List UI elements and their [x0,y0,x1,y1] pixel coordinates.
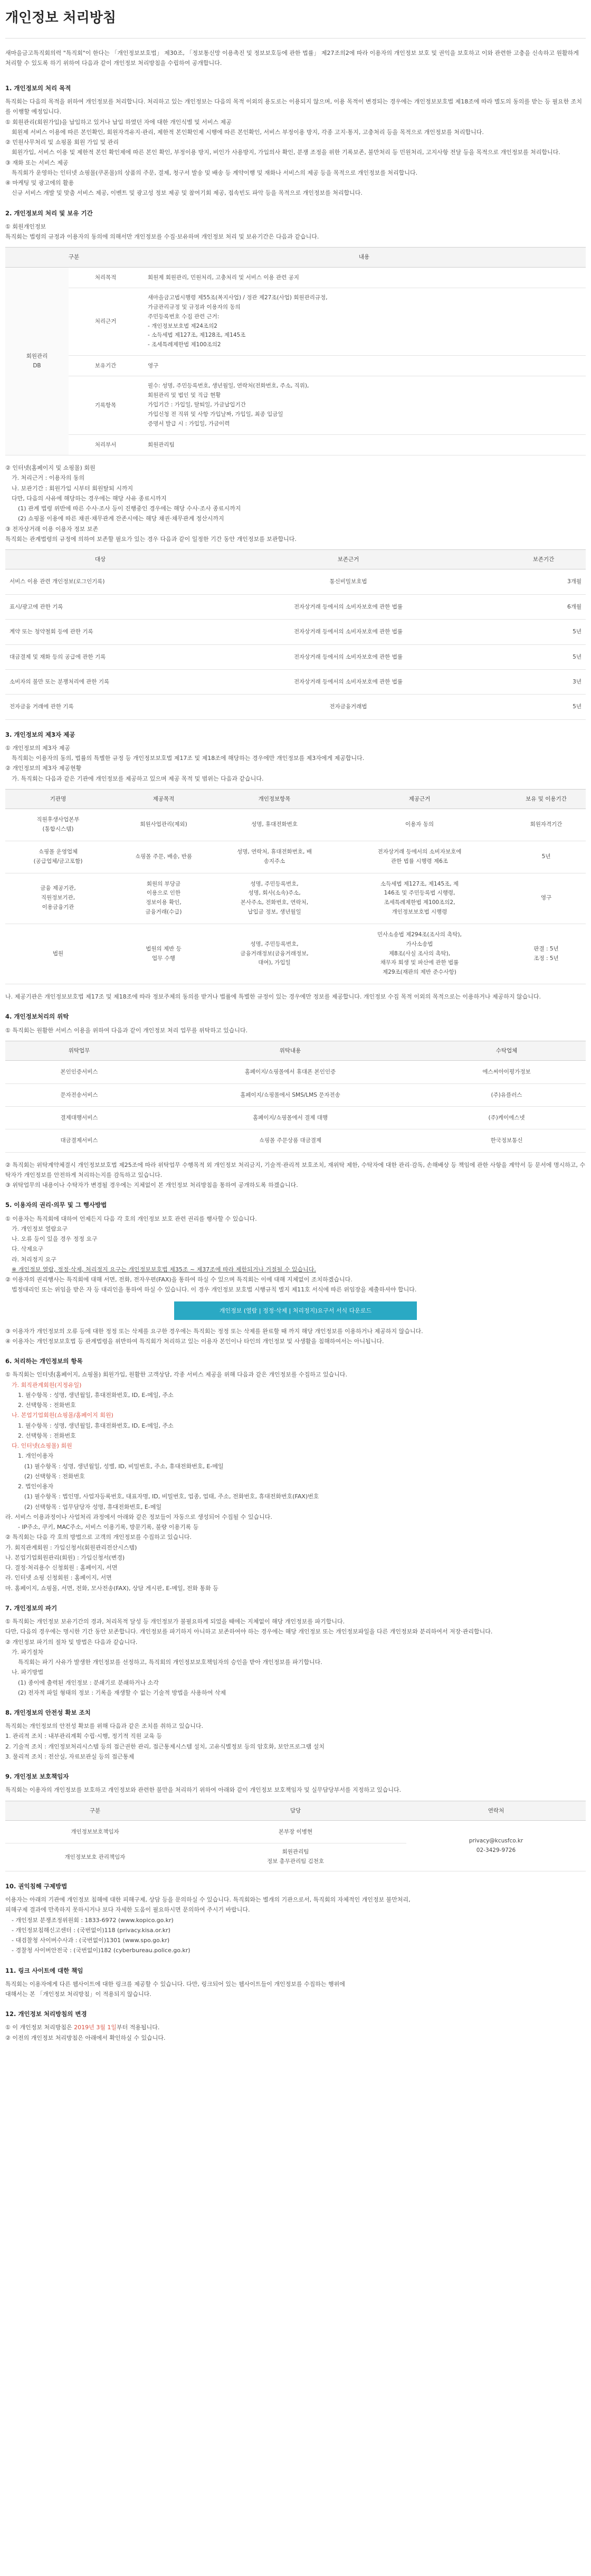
table-cell: 3개월 [501,569,586,594]
group-label-sub: DB [33,363,41,369]
contact-cell [406,1820,586,1871]
text-line: 가. 파기절차 [12,1648,44,1656]
text-line: ① 회원관리(회원가입)을 납입하고 있거나 납입 하였던 자에 대한 개인식별 및 서비스 제공 [5,118,232,126]
table-header: 보존근거 [195,550,501,569]
table-header: 대상 [5,550,195,569]
text-fragment: ② 이전의 개인정보 처리방침은 아래에서 확인하실 수 있습니다. [5,2034,166,2041]
value-line: 새마을금고법시행령 제55조(복지사업) / 정관 제27조(사업) 회원관리규정, [148,294,328,301]
table-row [5,1083,586,1106]
table-row [5,1820,586,1843]
contact-email: privacy@kcusfco.kr [469,1838,523,1845]
text-line: 3. 물리적 조치 : 전산실, 자료보관실 등의 접근통제 [5,1753,135,1760]
text-line: 2. 선택항목 : 전화번호 [18,1432,76,1439]
table-header: 연락처 [406,1801,586,1820]
table-header: 위탁업무 [5,1041,153,1060]
text-line: 다만, 다음의 경우에는 명시한 기간 동안 보존합니다. 개인정보를 파기하지 아니하고 보존하여야 하는 경우에는 해당 개인정보 또는 개인정보파일을 다른 개인정보와 분리하여서 저장·관리합니다. [5,1628,493,1636]
text-line: 특직회는 법령의 규정과 이용자의 동의에 의해서만 개인정보를 수집·보유하며 개인정보 처리 및 보유기간은 다음과 같습니다. [5,233,319,240]
effective-date: 2019년 3월 1일 [74,2024,117,2031]
value-line: 관한 법률 시행령 제6조 [391,858,448,864]
table-row [5,924,586,984]
table-cell [111,841,216,873]
value-line: (통합시스템) [42,826,74,832]
section-body [5,222,586,242]
table-cell: 결제대행서비스 [5,1106,153,1129]
text-line: 마. 홈페이지, 쇼핑몰, 서면, 전화, 모사전송(FAX), 상담 게시판, E-메일, 전화 통화 등 [5,1584,218,1592]
text-line: 1. 필수항목 : 성명, 생년월일, 휴대전화번호, ID, E-메일, 주소 [18,1391,174,1399]
table-cell: 에스씨아이평가정보 [427,1061,586,1083]
text-line: 나. 제공기관은 개인정보보호법 제17조 및 제18조에 따라 정보주체의 동의를 받거나 법률에 특별한 규정이 있는 경우에만 정보를 제공합니다. 개인정보 수집 목적 이외의 목적으로는 이용하거나 제공하지 않습니다. [5,993,541,1001]
text-line: 대해서는 본 「개인정보 처리방침」이 적용되지 않습니다. [5,1990,151,1998]
section-body [5,1617,586,1698]
section-body [5,743,586,784]
text-line: ① 개인정보의 제3자 제공 [5,744,70,752]
table-cell [332,841,507,873]
group-label: 회원관리 [26,353,48,359]
table-header: 내용 [142,248,586,267]
text-line: 다. 결정·처리용수 신청회원 : 홈페이지, 서면 [5,1564,118,1572]
text-line: 2. 기술적 조치 : 개인정보처리시스템 등의 접근권한 관리, 접근통제시스템 설치, 고유식별정보 등의 암호화, 보안프로그램 설치 [5,1743,325,1750]
section-body [5,1214,586,1295]
third-party-table [5,789,586,984]
table-row [5,620,586,644]
text-line [5,2033,586,2043]
value-line: 5년 [541,853,551,860]
value-line: 가사소송법 [406,940,433,947]
value-line: 제29조(재판의 제반 준수사항) [383,969,456,976]
text-line: ① 특직회는 개인정보 보유기간의 경과, 처리목적 달성 등 개인정보가 불필요하게 되었을 때에는 지체없이 해당 개인정보를 파기합니다. [5,1618,345,1625]
value-line: 회원사업관리(제외) [140,821,187,828]
value-line: 정보 총무관리팀 김천호 [266,1858,325,1865]
table-cell: 홈페이지/쇼핑몰에서 결제 대행 [153,1106,427,1129]
value-line: 소득세법 제127조, 제145조, 제 [380,880,459,887]
text-line: 다만, 다음의 사유에 해당하는 경우에는 해당 사유 종료시까지 [12,495,167,502]
section-body [5,2022,586,2043]
table-header: 개인정보항목 [216,789,332,809]
text-line [5,2022,586,2032]
value-line: 성명, 회사(소속)주소, [248,890,301,897]
row-value [142,288,586,356]
table-header: 구분 [5,248,142,267]
table-row [5,873,586,924]
section-heading: 11. 링크 사이트에 대한 책임 [5,1966,83,1974]
value-line: 납입금 정보, 생년월일 [247,909,301,916]
text-line: (1) 관계 법령 위반에 따른 수사·조사 등이 진행중인 경우에는 해당 수사·조사 종료시까지 [18,505,241,512]
value-line: 법원 [52,950,64,957]
section-body [5,1326,586,1347]
value-line: - 조세특례제한법 제100조의2 [148,341,221,348]
value-line: 증명서 발급 시 : 가입일, 가금이력 [148,420,230,427]
table-cell [111,924,216,984]
retention-table [5,549,586,720]
value-line: 개인정보보호법 시행령 [392,909,447,916]
row-value: 회원관리팀 [142,434,586,455]
section-heading: 6. 처리하는 개인정보의 항목 [5,1357,83,1365]
value-line: 영구 [540,895,552,901]
section-body [5,1160,586,1191]
section-body [5,1785,586,1795]
table-cell [216,873,332,924]
row-value: 영구 [142,356,586,376]
value-line: 판결 : 5년 [533,945,559,952]
request-form-download-button[interactable]: 개인정보 (열람 | 정정·삭제 | 처리정지)요구서 서식 다운로드 [174,1301,417,1320]
table-cell: 통신비밀보호법 [195,569,501,594]
value-line: 정보이용 확인, [146,899,182,906]
value-line: 금융거래(수급) [145,909,182,916]
value-line: 조정 : 5년 [533,955,559,962]
text-line: 1. 필수항목 : 성명, 생년월일, 휴대전화번호, ID, E-메일, 주소 [18,1422,174,1429]
text-line: 가. 처리근거 : 이용자의 동의 [12,474,85,482]
table-cell [507,924,586,984]
section-body [5,1895,586,1956]
table-header: 보유 및 이용기간 [507,789,586,809]
section-body [5,463,586,544]
page-title: 개인정보 처리방침 [5,0,586,39]
section-body [5,992,586,1002]
row-value: 회원제 회원관리, 민원처리, 고충처리 및 서비스 이용 관련 공지 [142,267,586,288]
text-line: 다. 인터넷(쇼핑몰) 회원 [12,1442,72,1450]
table-cell: 계약 또는 청약철회 등에 관한 기록 [5,620,195,644]
table-cell: 개인정보보호 관리책임자 [5,1843,185,1871]
text-line: ③ 이용자가 개인정보의 오류 등에 대한 정정 또는 삭제를 요구한 경우에는 특직회는 정정 또는 삭제를 완료할 때 까지 해당 개인정보를 이용하거나 제공하지 않습니다. [5,1327,423,1335]
value-line: 성명, 주민등록번호, [250,880,299,887]
row-value [142,376,586,434]
table-cell [507,809,586,841]
table-cell [216,841,332,873]
table-header: 수탁업체 [427,1041,586,1060]
table-row [5,356,586,376]
table-cell: 5년 [501,695,586,719]
table-row [5,569,586,594]
text-line: - 개인정보침해신고센터 : (국번없이)118 (privacy.kisa.or.kr) [12,1926,170,1934]
table-row [5,669,586,694]
text-line: 가. 회직관계회원(지정유일) [12,1381,82,1389]
table-cell [185,1843,406,1871]
text-line: ③ 재화 또는 서비스 제공 [5,159,69,166]
row-key: 보유기간 [69,356,142,376]
table-cell: 홈페이지/쇼핑몰에서 휴대폰 본인인증 [153,1061,427,1083]
text-line: (1) 필수항목 : 법인명, 사업자등록번호, 대표자명, ID, 비밀번호, 업종, 업태, 주소, 전화번호, 휴대전화번호(FAX)번호 [24,1493,319,1500]
table-cell: (주)유플러스 [427,1083,586,1106]
value-line: 직원정보기관, [41,895,75,901]
section-body [5,1370,586,1593]
value-line: 성명, 주민등록번호, [250,940,299,947]
section-heading: 9. 개인정보 보호책임자 [5,1773,69,1781]
text-line: 피해구제 결과에 만족하지 못하시거나 보다 자세한 도움이 필요하시면 문의하여 주시기 바랍니다. [5,1906,250,1914]
section-heading: 1. 개인정보의 처리 목적 [5,84,71,92]
text-line: 나. 본업기업회원관리(회원) : 가입신청서(변경) [5,1554,125,1561]
text-line: ① 이용자는 특직회에 대하여 언제든지 다음 각 호의 개인정보 보호 관련 권리를 행사할 수 있습니다. [5,1215,257,1222]
value-line: 가입신청 전 직위 및 사항 가입날짜, 가입일, 최종 입금일 [148,411,283,417]
text-line: (1) 종이에 출력된 개인정보 : 분쇄기로 분쇄하거나 소각 [18,1679,159,1686]
table-cell [216,924,332,984]
text-fragment: ① 이 개인정보 처리방침은 [5,2024,74,2031]
table-header: 구분 [5,1801,185,1820]
officer-table [5,1801,586,1871]
table-cell: 본부장 이병현 [185,1820,406,1843]
text-line: ② 이용자의 권리행사는 특직회에 대해 서면, 전화, 전자우편(FAX)을 통하여 하실 수 있으며 특직회는 이에 대해 지체없이 조치하겠습니다. [5,1276,352,1283]
text-line: 가. 개인정보 열람요구 [12,1225,68,1232]
contact-phone: 02-3429-9726 [476,1847,516,1854]
table-header: 제공근거 [332,789,507,809]
text-line: ③ 위탁업무의 내용이나 수탁자가 변경될 경우에는 지체없이 본 개인정보 처리방침을 통하여 공개하도록 하겠습니다. [5,1182,298,1189]
text-line: - IP주소, 쿠키, MAC주소, 서비스 이용기록, 방문기록, 불량 이용기록 등 [18,1524,199,1531]
text-line: 회원가입, 서비스 이용 및 제한적 본인 확인제에 따른 본인 확인, 부정이용 방지, 비인가 사용방지, 가입의사 확인, 분쟁 조정을 위한 기록보존, 불만처리 등 민원처리, 고지사항 전달 등을 목적으로 개인정보를 처리합니다. [12,149,560,156]
text-line: (2) 선택항목 : 전화번호 [24,1472,85,1480]
table-header: 위탁내용 [153,1041,427,1060]
value-line: 금융 제공기관, [40,885,76,892]
text-line: ① 특직회는 인터넷(홈페이지, 쇼핑몰) 회원가입, 원활한 고객상담, 각종 서비스 제공을 위해 다음과 같은 개인정보를 수집하고 있습니다. [5,1371,348,1379]
text-fragment: 부터 적용됩니다. [116,2024,160,2031]
value-line: (공급업체/금고포함) [33,858,83,864]
value-line: 전자상거래 등에서의 소비자보호에 [377,848,462,855]
text-line: - 개인정보 분쟁조정위원회 : 1833-6972 (www.kopico.go.kr) [12,1916,174,1924]
text-line: ② 인터넷(홈페이지 및 쇼핑몰) 회원 [5,464,96,472]
table-cell: 3년 [501,669,586,694]
text-line: (1) 필수항목 : 성명, 생년월일, 성별, ID, 비밀번호, 주소, 휴대전화번호, E-메일 [24,1462,224,1470]
text-line: 라. 인터넷 쇼핑 신청회원 : 홈페이지, 서면 [5,1574,112,1582]
table-cell [507,873,586,924]
text-line: 특직회는 파기 사유가 발생한 개인정보를 선정하고, 특직회의 개인정보보호책임자의 승인을 받아 개인정보를 파기합니다. [18,1659,322,1666]
section-body [5,1025,586,1035]
text-line: 가. 특직회는 다음과 같은 기관에 개인정보를 제공하고 있으며 제공 목적 및 범위는 다음과 같습니다. [12,775,264,782]
value-line: 본사주소, 전화번호, 연락처, [240,899,309,906]
text-line: - 경찰청 사이버안전국 : (국번없이)182 (cyberbureau.police.go.kr) [12,1947,190,1954]
text-line: 특직회가 운영하는 인터넷 쇼핑몰(쿠폰몰)의 상품의 주문, 결제, 청구서 발송 및 배송 등 계약이행 및 재화나 서비스의 제공 등을 목적으로 개인정보를 처리합니다. [12,169,418,176]
value-line: 필수: 성명, 주민등록번호, 생년월일, 연락처(전화번호, 주소, 직위), [148,383,309,389]
table-cell [332,809,507,841]
text-line: 2. 선택항목 : 전화번호 [18,1402,76,1409]
table-row [5,1106,586,1129]
table-row [5,288,586,356]
section-heading: 3. 개인정보의 제3자 제공 [5,730,75,738]
value-line: 성명, 휴대전화번호 [251,821,298,828]
text-line: 2. 법인이용자 [18,1483,54,1490]
text-line: 이용자는 아래의 기관에 개인정보 침해에 대한 피해구제, 상담 등을 문의하실 수 있습니다. 특직회와는 별개의 기관으로서, 특직회의 자체적인 개인정보 불만처리, [5,1896,411,1904]
table-row [5,809,586,841]
table-cell [332,873,507,924]
value-line: 조세특례제한법 제100조의2, [384,899,455,906]
table-cell: (주)케이에스넷 [427,1106,586,1129]
value-line: 회원의 부당금 [146,880,181,887]
text-line: ② 개인정보의 제3자 제공현황 [5,765,82,772]
text-line: 특직회는 개인정보의 안전성 확보를 위해 다음과 같은 조치를 취하고 있습니다. [5,1723,203,1730]
text-line: 나. 보관기간 : 회원가입 시부터 회원탈퇴 시까지 [12,484,134,492]
table-row [5,434,586,455]
value-line: 쇼핑몰 주문, 배송, 반품 [135,853,192,860]
table-cell [507,841,586,873]
table-cell: 전자상거래 등에서의 소비자보호에 관한 법률 [195,644,501,669]
text-line: 특직회는 다음의 목적을 위하여 개인정보를 처리합니다. 처리하고 있는 개인정보는 다음의 목적 이외의 용도로는 이용되지 않으며, 이용 목적이 변경되는 경우에는 개인정보보호법 제18조에 따라 별도의 동의를 받는 등 필요한 조치를 이행할 예정입니다. [5,98,582,116]
value-line: 이용자 동의 [405,821,434,828]
outsourcing-table [5,1041,586,1153]
text-line: 다. 삭제요구 [12,1246,44,1253]
table-cell: 전자금융거래법 [195,695,501,719]
text-line: 나. 파기방법 [12,1669,44,1676]
table-cell: 한국정보통신 [427,1129,586,1152]
intro-paragraph: 새마을금고특직회의력 "특직회"이 한다는 「개인정보보호법」 제30조, 「정보통신망 이용촉진 및 정보보호등에 관한 법률」 제27조의2에 따라 이용자의 개인정보 보호 및 권익을 보호하고 이와 관련한 고충을 신속하고 원활하게 처리할 수 있도록 하기 위하여 다음과 같이 개인정보 처리방침을 수립하여 공개합니다. [5,49,579,66]
value-line: 업무 수행 [152,955,175,962]
table-cell: 전자금융 거래에 관한 기록 [5,695,195,719]
row-key: 처리목적 [69,267,142,288]
table-cell: 전자상거래 등에서의 소비자보호에 관한 법률 [195,669,501,694]
section-body [5,97,586,198]
text-line: (2) 전자적 파일 형태의 정보 : 기록을 재생할 수 없는 기술적 방법을 사용하여 삭제 [18,1689,226,1696]
value-line: 주민등록번호 수집 관련 근거: [148,313,220,320]
value-line: 민사소송법 제294조(조사의 촉탁), [377,931,462,938]
text-line: ① 회원개인정보 [5,223,46,230]
text-line: (2) 선택항목 : 업무담당자 성명, 휴대전화번호, E-메일 [24,1503,162,1510]
value-line: 가입기간 : 가입일, 탈퇴일, 가금납입기간 [148,402,246,408]
group-label-cell [5,267,69,455]
table-cell: 문자전송서비스 [5,1083,153,1106]
text-line: 회원제 서비스 이용에 따른 본인확인, 회원자격유지·관리, 제한적 본인확인제 시행에 따른 본인확인, 서비스 부정이용 방지, 각종 고지·통지, 고충처리 등을 목적으로 개인정보를 처리합니다. [12,128,484,136]
text-line: 나. 오류 등이 있을 경우 정정 요구 [12,1235,98,1242]
table-cell: 전자상거래 등에서의 소비자보호에 관한 법률 [195,620,501,644]
table-cell: 본인인증서비스 [5,1061,153,1083]
text-line: - 대검찰청 사이버수사과 : (국번없이)1301 (www.spo.go.kr) [12,1937,170,1944]
text-line: 라. 처리정지 요구 [12,1256,56,1263]
value-line: 금융거래정보(금융거래정보, [240,950,309,957]
text-line: 라. 서비스 이용과정이나 사업처리 과정에서 아래와 같은 정보들이 자동으로 생성되어 수집될 수 있습니다. [5,1513,272,1520]
table-cell [5,841,111,873]
value-line: 가금관리규정 및 규정과 이용자의 동의 [148,303,241,310]
value-line: 쇼핑몰 운영업체 [38,848,78,855]
text-line: 1. 관리적 조치 : 내부관리계획 수립·시행, 정기적 직원 교육 등 [5,1733,163,1740]
value-line: 직원후생사업본부 [36,816,80,823]
text-line: 특직회는 이용자에게 다른 웹사이트에 대한 링크를 제공할 수 있습니다. 다만, 링크되어 있는 웹사이트들이 개인정보를 수집하는 행위에 [5,1980,345,1988]
value-line: 대여), 가입일 [258,959,291,966]
text-line: 특직회는 이용자의 동의, 법률의 특별한 규정 등 개인정보보호법 제17조 및 제18조에 해당하는 경우에만 개인정보를 제3자에게 제공합니다. [12,755,365,762]
table-cell: 소비자의 불만 또는 분쟁처리에 관한 기록 [5,669,195,694]
table-row [5,841,586,873]
table-header: 담당 [185,1801,406,1820]
value-line: 146조 및 주민등록법 시행령, [384,890,455,897]
value-line: 회원자격기간 [530,821,563,828]
text-line: 가. 회직관계회원 : 가입신청서(회원관리전산시스템) [5,1544,137,1551]
table-row [5,267,586,288]
table-row [5,376,586,434]
table-cell [5,924,111,984]
table-cell: 5년 [501,620,586,644]
table-cell [111,809,216,841]
table-cell: 서비스 이용 관련 개인정보(로그인기록) [5,569,195,594]
value-line: - 개인정보보호법 제24조의2 [148,322,217,329]
table-cell [5,809,111,841]
table-cell: 대금결제서비스 [5,1129,153,1152]
table-header: 제공목적 [111,789,216,809]
text-line: 법정대리인 또는 위임을 받은 자 등 대리인을 통하여 하실 수 있습니다. 이 경우 개인정보 보호법 시행규칙 별지 제11호 서식에 따른 위임장을 제출하셔야 합니다. [12,1286,417,1294]
value-line: 법원의 제반 등 [146,945,182,952]
table-cell: 홈페이지/쇼핑몰에서 SMS/LMS 문자전송 [153,1083,427,1106]
value-line: 제8조(사실 조사의 촉탁), [388,950,451,957]
value-line: 채무자 회생 및 파산에 관한 법률 [380,959,459,966]
member-db-table [5,247,586,455]
section-heading: 2. 개인정보의 처리 및 보유 기간 [5,209,93,217]
table-cell: 전자상거래 등에서의 소비자보호에 관한 법률 [195,594,501,619]
text-line: 특직회는 관계법령의 규정에 의하여 보존할 필요가 있는 경우 다음과 같이 일정한 기간 동안 개인정보를 보관합니다. [5,535,297,543]
value-line: 이용으로 인한 [146,890,181,897]
text-line: 특직회는 이용자의 개인정보를 보호하고 개인정보와 관련한 불만을 처리하기 위하여 아래와 같이 개인정보 보호책임자 및 실무담당부서를 지정하고 있습니다. [5,1786,402,1794]
text-line: ② 특직회는 위탁계약체결시 개인정보보호법 제25조에 따라 위탁업무 수행목적 외 개인정보 처리금지, 기술적·관리적 보호조치, 재위탁 제한, 수탁자에 대한 관리·감독, 손해배상 등 책임에 관한 사항을 계약서 등 문서에 명시하고, 수탁자가 개인정보를 안전하게 처리하는지를 감독하고 있습니다. [5,1161,586,1178]
table-cell: 5년 [501,644,586,669]
section-body [5,1721,586,1762]
value-line: 회원관리팀 [282,1849,309,1856]
text-line: ④ 이용자는 개인정보보호법 등 관계법령을 위반하여 특직회가 처리하고 있는 이용자 본인이나 타인의 개인정보 및 사생활을 침해하여서는 아니됩니다. [5,1338,384,1345]
value-line: - 소득세법 제127조, 제128조, 제145조 [148,332,246,339]
table-cell: 대금결제 및 재화 등의 공급에 관한 기록 [5,644,195,669]
value-line: 회원관리 및 법인 및 직급 현황 [148,392,221,399]
text-line: ※ 개인정보 열람, 정정·삭제, 처리정지 요구는 개인정보보호법 제35조 ~ 제37조에 따라 제한되거나 거절될 수 있습니다. [12,1266,316,1273]
table-cell: 표시/광고에 관한 기록 [5,594,195,619]
section-heading: 4. 개인정보처리의 위탁 [5,1013,69,1021]
text-line: ② 개인정보 파기의 절차 및 방법은 다음과 같습니다. [5,1638,138,1646]
section-heading: 10. 권익침해 구제방법 [5,1882,68,1890]
table-cell [332,924,507,984]
value-line: 성명, 연락처, 휴대전화번호, 배 [237,848,312,855]
table-cell [216,809,332,841]
text-line: 나. 본업기업회원(쇼핑몰/홈페이지 회원) [12,1412,113,1419]
table-row [5,1129,586,1152]
text-line: ③ 전자상거래 이용 이용자 정보 보존 [5,525,99,533]
value-line: 이용금융기관 [42,904,74,911]
table-header: 보존기간 [501,550,586,569]
text-line: (2) 쇼핑몰 이용에 따른 채권·채무관계 잔존시에는 해당 채권·채무관계 정산시까지 [18,515,224,522]
table-cell [5,873,111,924]
text-line: 1. 개인이용자 [18,1452,54,1460]
section-heading: 5. 이용자의 권리·의무 및 그 행사방법 [5,1201,107,1209]
section-heading: 8. 개인정보의 안전성 확보 조치 [5,1709,91,1716]
table-cell [111,873,216,924]
table-row [5,695,586,719]
text-line: ② 민원사무처리 및 쇼핑몰 회원 가입 및 관리 [5,139,119,146]
row-key: 기록항목 [69,376,142,434]
text-line: ② 특직회는 다음 각 호의 방법으로 고객의 개인정보를 수집하고 있습니다. [5,1534,192,1541]
section-heading: 12. 개인정보 처리방침의 변경 [5,2010,87,2018]
table-header: 기관명 [5,789,111,809]
table-cell: 개인정보보호책임자 [5,1820,185,1843]
table-cell: 6개월 [501,594,586,619]
table-row [5,594,586,619]
intro-text [5,39,586,74]
text-line: ① 특직회는 원활한 서비스 이용을 위하여 다음과 같이 개인정보 처리 업무를 위탁하고 있습니다. [5,1026,248,1034]
row-key: 처리근거 [69,288,142,356]
text-line: 신규 서비스 개발 및 맞춤 서비스 제공, 이벤트 및 광고성 정보 제공 및 참여기회 제공, 접속빈도 파악 등을 목적으로 개인정보를 처리합니다. [12,189,363,197]
section-body [5,1979,586,2000]
section-heading: 7. 개인정보의 파기 [5,1604,58,1612]
text-line: ④ 마케팅 및 광고에의 활용 [5,179,74,187]
row-key: 처리부서 [69,434,142,455]
table-row [5,1061,586,1083]
table-cell: 쇼핑몰 주문상품 대금결제 [153,1129,427,1152]
table-row [5,644,586,669]
value-line: 송지주소 [263,858,285,864]
